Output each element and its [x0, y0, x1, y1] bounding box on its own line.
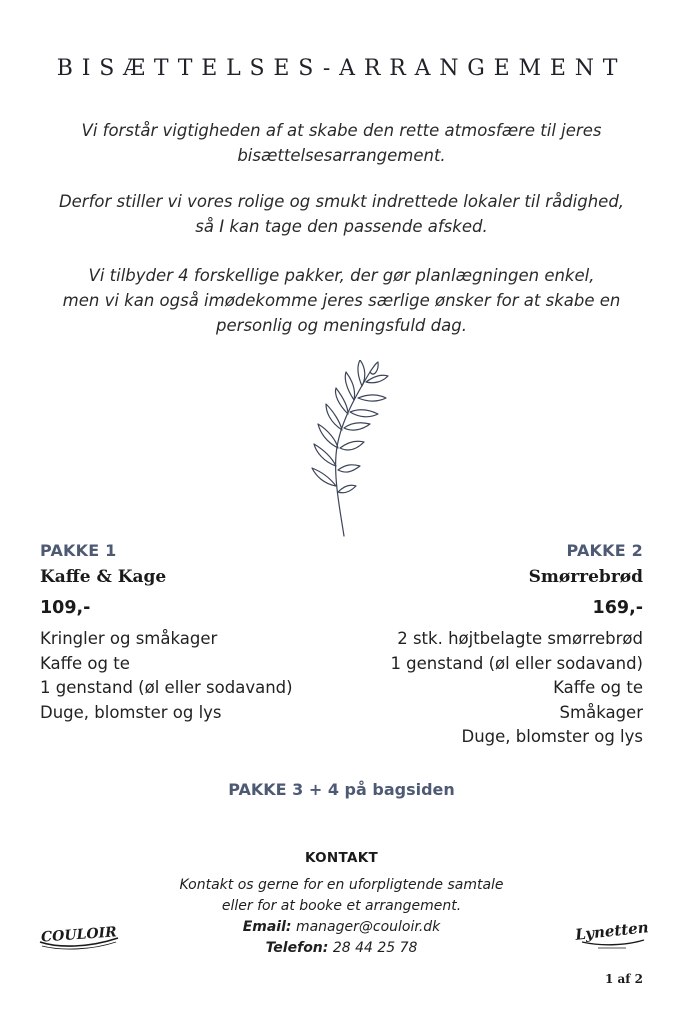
list-item: Småkager	[559, 702, 643, 722]
intro-line: Derfor stiller vi vores rolige og smukt indrettede lokaler til rådighed,	[58, 192, 625, 211]
list-item: Kaffe og te	[40, 653, 130, 673]
list-item: 1 genstand (øl eller sodavand)	[390, 653, 643, 673]
list-item: Kaffe og te	[553, 678, 643, 697]
package2-name: Smørrebrød	[528, 567, 643, 587]
package1-price: 109,-	[40, 598, 91, 618]
package1-items	[40, 627, 293, 725]
page-number: 1 af 2	[605, 972, 643, 986]
intro-line: Vi forstår vigtigheden af at skabe den rette atmosfære til jeres	[81, 121, 602, 140]
page-title: BISÆTTELSES-ARRANGEMENT	[56, 56, 627, 81]
list-item: 2 stk. højtbelagte smørrebrød	[397, 629, 643, 648]
email-label: Email:	[242, 919, 292, 935]
intro-paragraph-1	[20, 118, 663, 168]
intro-paragraph-2	[20, 189, 663, 239]
intro-line: så I kan tage den passende afsked.	[195, 217, 488, 236]
olive-branch-icon	[290, 360, 400, 540]
list-item: Kringler og småkager	[40, 629, 218, 648]
lynetten-logo-text: Lynetten	[574, 918, 650, 944]
intro-line: men vi kan også imødekomme jeres særlige ønsker for at skabe en	[62, 291, 621, 310]
intro-paragraph-3	[20, 263, 663, 338]
list-item: 1 genstand (øl eller sodavand)	[40, 678, 293, 697]
email-link[interactable]: manager@couloir.dk	[295, 919, 441, 935]
package2-label: PAKKE 2	[566, 541, 643, 560]
phone-label: Telefon:	[265, 940, 329, 956]
list-item: Duge, blomster og lys	[40, 702, 222, 722]
contact-line: Kontakt os gerne for en uforpligtende samtale	[179, 877, 504, 893]
phone-number[interactable]: 28 44 25 78	[332, 940, 418, 956]
list-item: Duge, blomster og lys	[461, 727, 643, 746]
package2-price: 169,-	[592, 598, 643, 618]
package1-label: PAKKE 1	[40, 541, 117, 560]
couloir-logo	[38, 918, 120, 952]
intro-line: personlig og meningsfuld dag.	[216, 316, 467, 335]
more-packages-note: PAKKE 3 + 4 på bagsiden	[228, 780, 455, 799]
lynetten-logo	[574, 912, 650, 954]
intro-line: Vi tilbyder 4 forskellige pakker, der gør planlægningen enkel,	[88, 266, 595, 285]
couloir-logo-text: COULOIR	[40, 924, 118, 946]
contact-heading: KONTAKT	[304, 850, 378, 866]
contact-line: eller for at booke et arrangement.	[221, 898, 462, 914]
package1-name: Kaffe & Kage	[40, 567, 167, 587]
package2-items	[390, 627, 643, 750]
intro-line: bisættelsesarrangement.	[237, 146, 446, 165]
